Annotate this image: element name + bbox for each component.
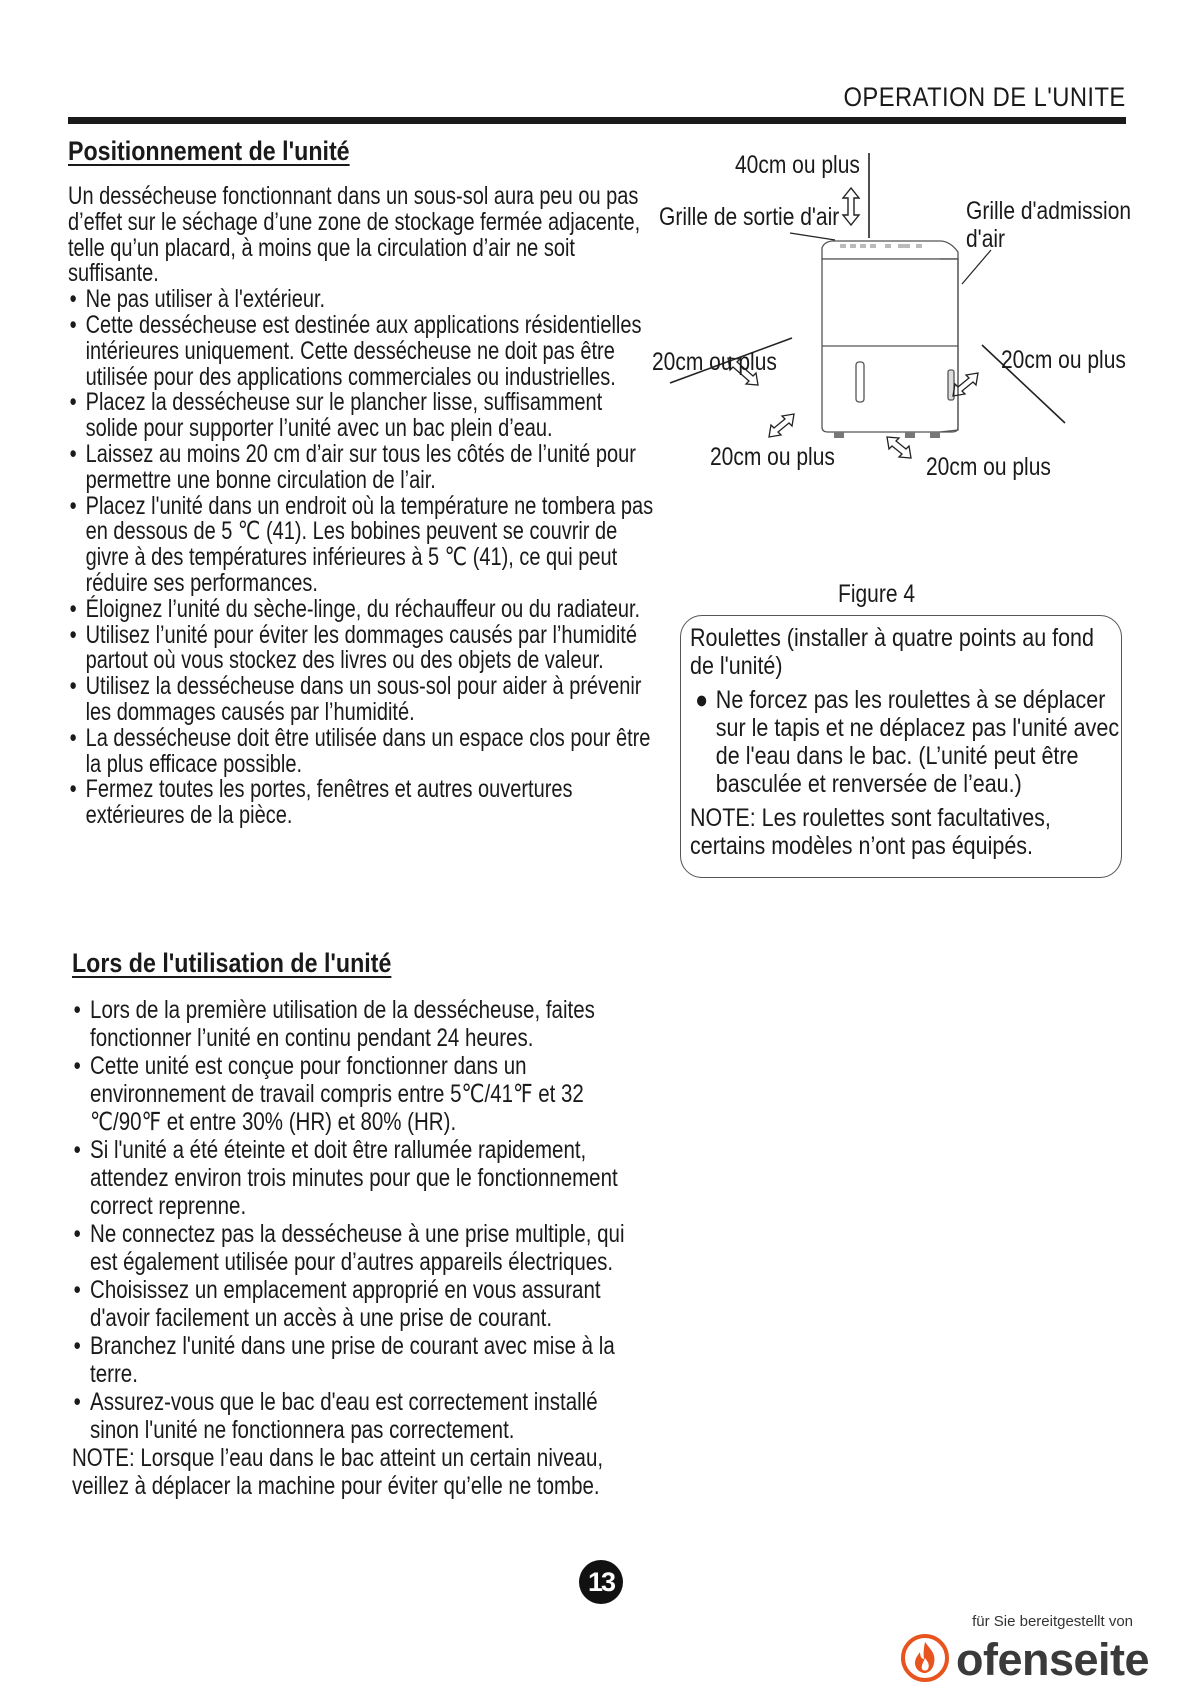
list-item: • Placez l'unité dans un endroit où la température ne tombera pas en dessous de 5 ℃ (41). Les bobines peuvent se couvrir de givre à des températures inférieures à 5 ℃ (41), ce qui peut réduire ses performances. <box>68 494 653 597</box>
right-clearance-label: 20cm ou plus <box>1001 346 1126 374</box>
provided-by-text: für Sie bereitgestellt von <box>972 1613 1133 1630</box>
intro-line: d’effet sur le séchage d’une zone de stockage fermée adjacente, <box>68 207 641 236</box>
positioning-text <box>68 184 653 829</box>
positioning-bullet-list <box>68 287 653 829</box>
usage-note-line: NOTE: Lorsque l’eau dans le bac atteint un certain niveau, <box>72 1444 604 1472</box>
air-outlet-grille-label: Grille de sortie d'air <box>659 203 840 231</box>
usage-bullet-list <box>72 996 625 1444</box>
list-item: • Cette dessécheuse est destinée aux applications résidentielles intérieures uniquement. Cette dessécheuse ne doit pas être utilisée pour des applications commerciales ou industrielles. <box>68 313 653 390</box>
list-item: • La dessécheuse doit être utilisée dans un espace clos pour être la plus efficace possible. <box>68 726 653 778</box>
casters-box-text <box>690 624 1119 860</box>
front-right-clearance-label: 20cm ou plus <box>926 453 1051 481</box>
list-item: • Placez la dessécheuse sur le plancher lisse, suffisamment solide pour supporter l’unité avec un bac plein d’eau. <box>68 390 653 442</box>
flame-logo-icon <box>900 1632 950 1682</box>
list-item: • Si l'unité a été éteinte et doit être rallumée rapidement, attendez environ trois minutes pour que le fonctionnement correct reprenne. <box>72 1136 625 1220</box>
list-item: • Ne pas utiliser à l'extérieur. <box>68 287 653 313</box>
diagonal-double-arrow-icon <box>887 437 911 458</box>
air-intake-grille-label-line2: d'air <box>966 225 1006 253</box>
section-title-using: Lors de l'utilisation de l'unité <box>72 948 392 978</box>
intro-line: telle qu’un placard, à moins que la circulation d’air ne soit <box>68 233 575 262</box>
casters-title-line: de l'unité) <box>690 652 783 680</box>
intro-line: Un dessécheuse fonctionnant dans un sous-sol aura peu ou pas <box>68 182 639 210</box>
list-item: • Utilisez l’unité pour éviter les dommages causés par l’humidité partout où vous stockez des livres ou des objets de valeur. <box>68 623 653 675</box>
figure-caption: Figure 4 <box>838 580 916 608</box>
list-item: • Choisissez un emplacement approprié en vous assurant d'avoir facilement un accès à une prise de courant. <box>72 1276 625 1332</box>
casters-note-line: NOTE: Les roulettes sont facultatives, <box>690 804 1051 832</box>
diagonal-double-arrow-icon <box>769 414 794 437</box>
list-item: • Utilisez la dessécheuse dans un sous-sol pour aider à prévenir les dommages causés par l’humidité. <box>68 674 653 726</box>
list-item: • Cette unité est conçue pour fonctionner dans un environnement de travail compris entre 5℃/41℉ et 32 ℃/90℉ et entre 30% (HR) et 80% (HR). <box>72 1052 625 1136</box>
brand-name: ofenseite <box>956 1634 1150 1684</box>
dehumidifier-illustration <box>822 241 958 438</box>
header-divider <box>68 117 1126 124</box>
front-left-clearance-label: 20cm ou plus <box>710 443 835 471</box>
list-item: • Éloignez l’unité du sèche-linge, du réchauffeur ou du radiateur. <box>68 597 653 623</box>
page-number-badge: 13 <box>579 1560 623 1604</box>
left-clearance-label: 20cm ou plus <box>652 348 777 376</box>
casters-warning: ● Ne forcez pas les roulettes à se déplacer sur le tapis et ne déplacez pas l'unité avec de l'eau dans le bac. (L’unité peut être basculée et renversée de l’eau.) <box>695 686 1120 798</box>
list-item: • Assurez-vous que le bac d'eau est correctement installé sinon l'unité ne fonctionnera pas correctement. <box>72 1388 625 1444</box>
casters-note-line: certains modèles n’ont pas équipés. <box>690 832 1034 860</box>
intro-line: suffisante. <box>68 259 159 288</box>
list-item: • Branchez l'unité dans une prise de courant avec mise à la terre. <box>72 1332 625 1388</box>
usage-text <box>72 996 625 1500</box>
section-title-positioning: Positionnement de l'unité <box>68 136 350 166</box>
list-item: • Ne connectez pas la dessécheuse à une prise multiple, qui est également utilisée pour d’autres appareils électriques. <box>72 1220 625 1276</box>
usage-note-line: veillez à déplacer la machine pour éviter qu’elle ne tombe. <box>72 1472 600 1500</box>
casters-title-line: Roulettes (installer à quatre points au fond <box>690 624 1094 652</box>
top-clearance-label: 40cm ou plus <box>735 151 860 179</box>
list-item: • Fermez toutes les portes, fenêtres et autres ouvertures extérieures de la pièce. <box>68 777 653 829</box>
air-intake-grille-label-line1: Grille d'admission <box>966 197 1132 225</box>
bullet-dot-icon: ● <box>695 686 709 714</box>
list-item: • Laissez au moins 20 cm d’air sur tous les côtés de l’unité pour permettre une bonne circulation de l’air. <box>68 442 653 494</box>
page-header-title: OPERATION DE L'UNITE <box>843 82 1126 112</box>
vertical-double-arrow-icon <box>843 188 859 225</box>
list-item: • Lors de la première utilisation de la dessécheuse, faites fonctionner l’unité en continu pendant 24 heures. <box>72 996 625 1052</box>
